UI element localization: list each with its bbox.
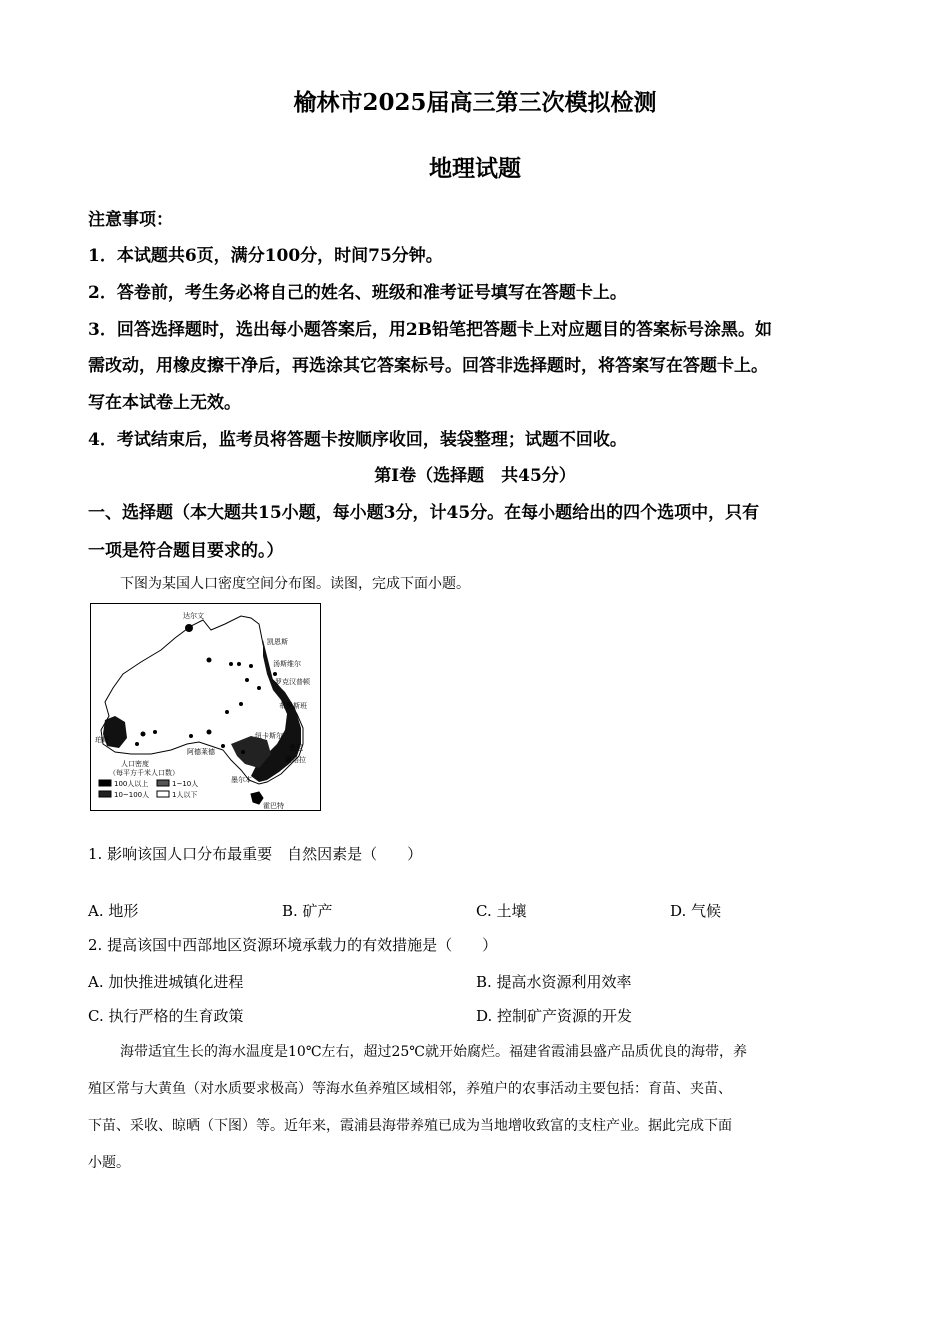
legend-unit: （每平方千米人口数） <box>109 769 179 777</box>
map-label-cairns: 凯恩斯 <box>267 638 288 646</box>
legend-swatch-below1 <box>157 791 169 797</box>
population-density-map <box>90 603 321 811</box>
notice-item-4: 4．考试结束后，监考员将答题卡按顺序收回，装袋整理；试题不回收。 <box>88 430 627 450</box>
intro-text-1: 下图为某国人口密度空间分布图。读图，完成下面小题。 <box>120 576 470 592</box>
section-instruction-2: 一项是符合题目要求的。） <box>88 541 284 561</box>
map-label-melbourne: 墨尔本 <box>231 776 252 784</box>
notice-item-1: 1．本试题共6页，满分100分，时间75分钟。 <box>88 246 443 266</box>
q1-option-b: B. 矿产 <box>282 902 333 920</box>
map-label-brisbane: 布里斯班 <box>279 702 307 710</box>
legend-label-100plus: 100人以上 <box>114 780 149 788</box>
q2-option-c: C. 执行严格的生育政策 <box>88 1007 244 1025</box>
legend-swatch-100plus <box>99 780 111 786</box>
exam-title: 榆林市2025届高三第三次模拟检测 <box>293 89 657 116</box>
map-label-sydney: 悉尼 <box>289 744 303 752</box>
map-label-rockhampton: 罗克汉普顿 <box>275 678 310 686</box>
legend-swatch-10-100 <box>99 791 111 797</box>
legend-title: 人口密度 <box>121 760 149 768</box>
tasmania-outline <box>251 792 263 804</box>
q2-option-b: B. 提高水资源利用效率 <box>476 973 632 991</box>
legend-label-10-100: 10~100人 <box>114 791 150 799</box>
q2-option-a: A. 加快推进城镇化进程 <box>88 973 244 991</box>
map-label-adelaide: 阿德莱德 <box>187 748 215 756</box>
map-label-perth: 珀斯 <box>95 736 109 744</box>
notice-heading: 注意事项： <box>88 210 173 230</box>
map-label-darwin: 达尔文 <box>183 612 204 620</box>
intro2-line-4: 小题。 <box>88 1155 130 1171</box>
map-label-newcastle: 纽卡斯尔 <box>255 732 283 740</box>
map-label-canberra: 堪培拉 <box>285 756 306 764</box>
legend-label-below1: 1人以下 <box>172 791 198 799</box>
intro2-line-2: 殖区常与大黄鱼（对水质要求极高）等海水鱼养殖区域相邻，养殖户的农事活动主要包括：育苗、夹苗、 <box>88 1081 732 1097</box>
map-legend <box>99 759 198 799</box>
map-label-hobart: 霍巴特 <box>263 802 284 810</box>
q2-stem: 2. 提高该国中西部地区资源环境承载力的有效措施是（ ） <box>88 936 498 954</box>
notice-item-3: 3．回答选择题时，选出每小题答案后，用2B铅笔把答题卡上对应题目的答案标号涂黑。如 <box>88 320 773 340</box>
section-instruction-1: 一、选择题（本大题共15小题，每小题3分，计45分。在每小题给出的四个选项中，只有 <box>88 503 760 523</box>
legend-swatch-1-10 <box>157 780 169 786</box>
notice-item-3-end: 写在本试卷上无效。 <box>88 393 241 413</box>
section-title: 第Ⅰ卷（选择题 共45分） <box>374 466 576 486</box>
notice-item-3-cont: 需改动，用橡皮擦干净后，再选涂其它答案标号。回答非选择题时，将答案写在答题卡上。 <box>88 356 768 376</box>
q1-option-a: A. 地形 <box>88 902 139 920</box>
q1-stem: 1. 影响该国人口分布最重要 自然因素是（ ） <box>88 845 423 863</box>
notice-item-2: 2．答卷前，考生务必将自己的姓名、班级和准考证号填写在答题卡上。 <box>88 283 627 303</box>
intro2-line-1: 海带适宜生长的海水温度是10℃左右，超过25℃就开始腐烂。福建省霞浦县盛产品质优良的海带，养 <box>120 1044 747 1060</box>
australia-map-svg <box>91 604 320 810</box>
legend-label-1-10: 1~10人 <box>172 780 199 788</box>
q1-option-c: C. 土壤 <box>476 902 527 920</box>
intro2-line-3: 下苗、采收、晾晒（下图）等。近年来，霞浦县海带养殖已成为当地增收致富的支柱产业。据此完成下面 <box>88 1118 732 1134</box>
exam-subtitle: 地理试题 <box>429 155 521 182</box>
map-label-townsville: 汤斯维尔 <box>273 660 301 668</box>
q1-option-d: D. 气候 <box>670 902 722 920</box>
q2-option-d: D. 控制矿产资源的开发 <box>476 1007 633 1025</box>
